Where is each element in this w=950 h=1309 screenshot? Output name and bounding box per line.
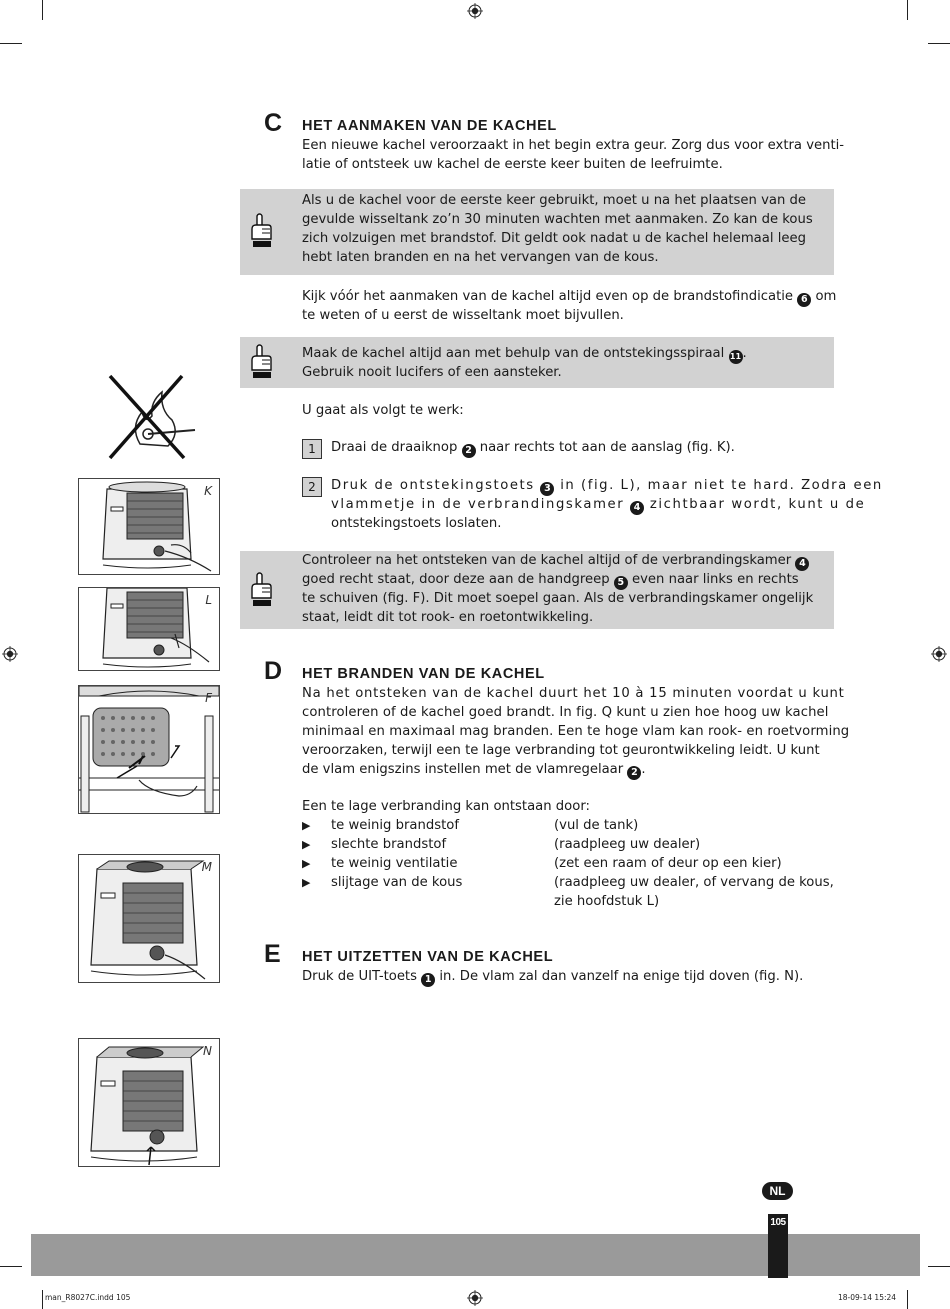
text: naar rechts tot aan de aanslag (fig. K).	[479, 440, 735, 455]
callout-number: 3	[540, 482, 554, 496]
paragraph-line	[302, 761, 646, 780]
combustion-chamber-illustration	[79, 686, 219, 813]
figure-k	[78, 478, 220, 575]
pointing-hand-icon	[248, 344, 274, 380]
paragraph-line: minimaal en maximaal mag branden. Een te hoge vlam kan rook- en roetvorming	[302, 724, 850, 739]
text: Draai de draaiknop	[331, 440, 458, 455]
bullet-icon: ▶	[302, 876, 311, 889]
callout-number: 5	[614, 576, 628, 590]
note-line: hebt laten branden en na het vervangen van de kous.	[302, 250, 659, 265]
crop-mark	[42, 1290, 43, 1309]
callout-number: 1	[421, 973, 435, 987]
page-number: 105	[770, 1217, 786, 1228]
cause-text: slechte brandstof	[331, 837, 447, 852]
paragraph-line: Een te lage verbranding kan ontstaan door:	[302, 799, 590, 814]
pointing-hand-icon	[248, 572, 274, 608]
text: .	[742, 346, 747, 361]
remedy-text: (vul de tank)	[554, 818, 639, 833]
step-number: 1	[302, 439, 322, 459]
section-title: HET BRANDEN VAN DE KACHEL	[302, 666, 545, 682]
pointing-hand-icon	[248, 213, 274, 249]
callout-number: 2	[627, 766, 641, 780]
remedy-text: (raadpleeg uw dealer, of vervang de kous,	[554, 875, 834, 890]
page-number-tab	[768, 1214, 788, 1278]
crop-mark	[907, 0, 908, 20]
text: Kijk vóór het aanmaken van de kachel altijd even op de brandstofindicatie	[302, 289, 794, 304]
bullet-icon: ▶	[302, 819, 311, 832]
paragraph-line	[302, 968, 803, 987]
note-box	[240, 551, 834, 629]
note-line: Als u de kachel voor de eerste keer gebruikt, moet u na het plaatsen van de	[302, 193, 806, 208]
note-line: zich volzuigen met brandstof. Dit geldt ook nadat u de kachel helemaal leeg	[302, 231, 806, 246]
language-badge: NL	[762, 1182, 793, 1200]
crop-mark	[928, 1266, 950, 1267]
remedy-text: (zet een raam of deur op een kier)	[554, 856, 782, 871]
paragraph-line: Na het ontsteken van de kachel duurt het 10 à 15 minuten voordat u kunt	[302, 686, 845, 701]
callout-number: 2	[462, 444, 476, 458]
text: in (fig. L), maar niet te hard. Zodra een	[560, 478, 883, 493]
registration-mark-icon	[467, 3, 483, 19]
paragraph-line: Een nieuwe kachel veroorzaakt in het begin extra geur. Zorg dus voor extra venti-	[302, 138, 845, 153]
text: goed recht staat, door deze aan de handgreep	[302, 572, 610, 587]
figure-m	[78, 854, 220, 983]
figure-label: N	[203, 1044, 212, 1058]
footer-file: man_R8027C.indd 105	[45, 1293, 131, 1302]
cause-text: slijtage van de kous	[331, 875, 463, 890]
paragraph-line: latie of ontsteek uw kachel de eerste keer buiten de leefruimte.	[302, 157, 723, 172]
section-title: HET UITZETTEN VAN DE KACHEL	[302, 949, 554, 965]
figure-label: F	[205, 691, 212, 705]
paragraph-line	[302, 288, 836, 307]
step-text: ontstekingstoets loslaten.	[331, 516, 502, 531]
figure-label: L	[205, 593, 212, 607]
text: in. De vlam zal dan vanzelf na enige tijd doven (fig. N).	[439, 969, 804, 984]
figure-label: M	[201, 860, 212, 874]
footer-date: 18-09-14 15:24	[838, 1293, 897, 1302]
step-text	[331, 477, 883, 496]
cause-text: te weinig ventilatie	[331, 856, 458, 871]
note-line	[302, 345, 828, 364]
figure-n	[78, 1038, 220, 1167]
text: de vlam enigszins instellen met de vlamregelaar	[302, 762, 624, 777]
section-letter: D	[264, 657, 283, 685]
heater-illustration	[79, 855, 219, 982]
note-box	[240, 337, 834, 388]
remedy-text: zie hoofdstuk L)	[554, 894, 660, 909]
bullet-icon: ▶	[302, 838, 311, 851]
registration-mark-icon	[2, 646, 18, 662]
section-letter: E	[264, 940, 281, 968]
paragraph-line: te weten of u eerst de wisseltank moet bijvullen.	[302, 308, 624, 323]
registration-mark-icon	[467, 1290, 483, 1306]
cause-text: te weinig brandstof	[331, 818, 459, 833]
remedy-text: (raadpleeg uw dealer)	[554, 837, 701, 852]
note-line	[302, 552, 828, 571]
text: even naar links en rechts	[632, 572, 799, 587]
text: Druk de ontstekingstoets	[331, 478, 535, 493]
heater-illustration	[79, 479, 219, 574]
figure-f	[78, 685, 220, 814]
registration-mark-icon	[931, 646, 947, 662]
callout-number: 4	[795, 557, 809, 571]
bullet-icon: ▶	[302, 857, 311, 870]
figure-label: K	[204, 484, 212, 498]
step-text	[331, 496, 865, 515]
heater-illustration	[79, 1039, 219, 1166]
paragraph-line: controleren of de kachel goed brandt. In fig. Q kunt u zien hoe hoog uw kachel	[302, 705, 829, 720]
crop-mark	[0, 43, 22, 44]
text: .	[641, 762, 646, 777]
crop-mark	[42, 0, 43, 20]
crop-mark	[0, 1266, 22, 1267]
callout-number: 4	[630, 501, 644, 515]
heater-illustration	[79, 588, 219, 670]
text: om	[815, 289, 837, 304]
text: Druk de UIT-toets	[302, 969, 417, 984]
note-line: gevulde wisseltank zo’n 30 minuten wachten met aanmaken. Zo kan de kous	[302, 212, 813, 227]
crop-mark	[928, 43, 950, 44]
note-line: te schuiven (fig. F). Dit moet soepel gaan. Als de verbrandingskamer ongelijk	[302, 591, 814, 606]
callout-number: 6	[797, 293, 811, 307]
text: Maak de kachel altijd aan met behulp van de ontstekingsspiraal	[302, 346, 725, 361]
note-line: staat, leidt dit tot rook- en roetontwikkeling.	[302, 610, 594, 625]
note-line: Gebruik nooit lucifers of een aansteker.	[302, 365, 562, 380]
text: Controleer na het ontsteken van de kachel altijd of de verbrandingskamer	[302, 553, 792, 568]
section-title: HET AANMAKEN VAN DE KACHEL	[302, 118, 557, 134]
paragraph-line: U gaat als volgt te werk:	[302, 403, 464, 418]
figure-l	[78, 587, 220, 671]
step-number: 2	[302, 477, 322, 497]
callout-number: 11	[729, 350, 743, 364]
paragraph-line: veroorzaken, terwijl een te lage verbranding tot geurontwikkeling leidt. U kunt	[302, 743, 820, 758]
note-box	[240, 189, 834, 275]
note-line	[302, 571, 828, 590]
crop-mark	[907, 1290, 908, 1309]
no-open-flame-icon	[100, 372, 200, 462]
step-text	[331, 439, 735, 458]
section-letter: C	[264, 109, 283, 137]
text: vlammetje in de verbrandingskamer	[331, 497, 625, 512]
text: zichtbaar wordt, kunt u de	[649, 497, 866, 512]
